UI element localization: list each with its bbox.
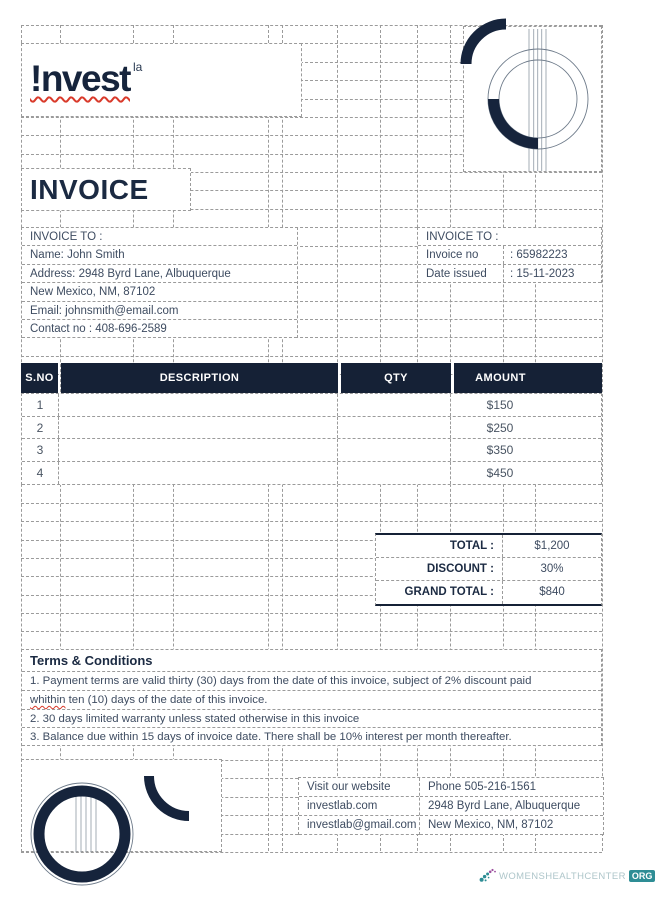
header-qty: QTY xyxy=(341,363,451,393)
decoration-top-right xyxy=(463,26,602,172)
misspelled-word: whithin xyxy=(30,693,66,706)
discount-label: DISCOUNT : xyxy=(426,563,494,575)
invoice-number-value: : 65982223 xyxy=(503,246,601,263)
terms-line-1: 1. Payment terms are valid thirty (30) days from the date of this invoice, subject of 2% discount paid xyxy=(22,671,601,690)
cell-description xyxy=(59,394,338,416)
grid-line xyxy=(21,356,602,357)
footer-website-column xyxy=(299,778,420,835)
footer-website-heading: Visit our website xyxy=(299,778,419,797)
totals-section xyxy=(375,533,602,606)
bill-to-contact: Contact no : 408-696-2589 xyxy=(22,320,297,338)
cell-description xyxy=(59,439,338,461)
grid-line xyxy=(21,521,602,522)
footer-address-2: New Mexico, NM, 87102 xyxy=(420,816,603,835)
page-title: INVOICE xyxy=(30,174,149,205)
watermark-org-badge: ORG xyxy=(629,870,655,882)
logo-text: !nvest xyxy=(30,58,130,99)
cell-amount: $350 xyxy=(486,443,514,458)
cell-qty xyxy=(338,417,451,439)
bill-to-address: Address: 2948 Byrd Lane, Albuquerque xyxy=(22,265,297,283)
table-body xyxy=(21,393,602,485)
footer-address-1: 2948 Byrd Lane, Albuquerque xyxy=(420,797,603,816)
header-description: DESCRIPTION xyxy=(61,363,338,393)
terms-line-2-rest: ten (10) days of the date of this invoice. xyxy=(65,693,268,706)
table-row xyxy=(22,417,601,440)
cell-amount: $450 xyxy=(486,465,514,480)
grand-total-row xyxy=(376,581,601,604)
watermark-logo-icon xyxy=(479,868,497,884)
cell-qty xyxy=(338,394,451,416)
footer-contact-section xyxy=(298,777,604,835)
table-row xyxy=(22,462,601,485)
cell-amount: $150 xyxy=(486,397,514,412)
invoice-number-row xyxy=(418,246,601,264)
logo-superscript: la xyxy=(132,60,143,74)
bill-to-address-2: New Mexico, NM, 87102 xyxy=(22,283,297,301)
table-row xyxy=(22,439,601,462)
cell-description xyxy=(59,462,338,484)
bill-to-section xyxy=(21,227,298,338)
date-issued-value: : 15-11-2023 xyxy=(503,265,601,282)
terms-heading: Terms & Conditions xyxy=(30,653,153,668)
total-row xyxy=(376,535,601,558)
terms-section xyxy=(21,649,602,746)
circles-ornament-icon xyxy=(464,27,603,173)
date-issued-label: Date issued xyxy=(426,267,487,280)
cell-qty xyxy=(338,439,451,461)
watermark xyxy=(479,868,655,884)
invoice-meta-section xyxy=(417,227,602,283)
decoration-bottom-left xyxy=(21,759,222,852)
table-header xyxy=(21,363,602,393)
invoice-meta-heading: INVOICE TO : xyxy=(418,228,601,246)
terms-line-2 xyxy=(22,690,601,709)
footer-phone: Phone 505-216-1561 xyxy=(420,778,603,797)
footer-contact-column xyxy=(420,778,603,835)
grid-line xyxy=(21,613,602,614)
header-sno: S.NO xyxy=(21,363,58,393)
cell-description xyxy=(59,417,338,439)
watermark-text: WOMENSHEALTHCENTER xyxy=(499,870,626,882)
circles-ornament-icon xyxy=(22,760,223,853)
total-value: $1,200 xyxy=(502,535,601,557)
terms-line-3: 2. 30 days limited warranty unless stated otherwise in this invoice xyxy=(22,709,601,728)
total-label: TOTAL : xyxy=(449,540,494,552)
logo xyxy=(21,43,302,117)
footer-website-url: investlab.com xyxy=(299,797,419,816)
discount-row xyxy=(376,558,601,581)
line-items-table xyxy=(21,363,602,485)
logo-wordmark xyxy=(30,58,142,100)
footer-email: investlab@gmail.com xyxy=(299,816,419,835)
grid-line xyxy=(21,631,602,632)
cell-sno: 1 xyxy=(22,394,59,416)
cell-qty xyxy=(338,462,451,484)
grand-total-label: GRAND TOTAL : xyxy=(404,586,494,598)
invoice-number-label: Invoice no xyxy=(426,249,479,262)
table-row xyxy=(22,394,601,417)
discount-value: 30% xyxy=(502,558,601,580)
bill-to-name: Name: John Smith xyxy=(22,246,297,264)
terms-line-4: 3. Balance due within 15 days of invoice date. There shall be 10% interest per month thereafter. xyxy=(22,727,601,746)
date-issued-row xyxy=(418,265,601,283)
invoice-title-cell xyxy=(21,168,191,211)
cell-sno: 4 xyxy=(22,462,59,484)
header-amount: AMOUNT xyxy=(454,363,602,393)
grand-total-value: $840 xyxy=(502,581,601,604)
grid-line xyxy=(21,503,602,504)
cell-amount: $250 xyxy=(486,420,514,435)
bill-to-heading: INVOICE TO : xyxy=(22,228,297,246)
bill-to-email: Email: johnsmith@email.com xyxy=(22,302,297,320)
cell-sno: 3 xyxy=(22,439,59,461)
cell-sno: 2 xyxy=(22,417,59,439)
